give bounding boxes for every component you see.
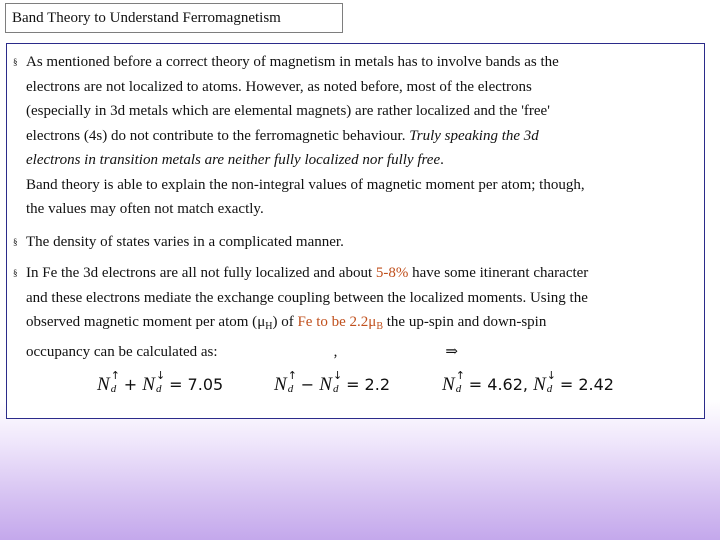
equation-difference: N ↑ d − N ↓ d = 2.2 (274, 369, 390, 395)
bullet-text-line (13, 148, 705, 173)
bullet-icon: § (13, 237, 18, 247)
slide-title: Band Theory to Understand Ferromagnetism (5, 3, 343, 33)
highlight-percent: 5-8% (375, 265, 409, 281)
bullet-text-line: occupancy can be calculated as: , ⇒ (26, 343, 458, 360)
bullet-text-line: the values may often not match exactly. (26, 201, 264, 217)
bullet-text-line: (especially in 3d metals which are elemental magnets) are rather localized and the 'free' (26, 103, 550, 119)
bullet-icon: § (13, 57, 18, 67)
bullet-band-theory (13, 50, 705, 222)
bullet-text-line: In Fe the 3d electrons are all not fully localized and about 5-8% have some itinerant character (26, 265, 589, 281)
comma: , (333, 343, 338, 360)
equation-result: N ↑ d = 4.62, N ↓ d = 2.42 (442, 369, 614, 395)
text-italic: Truly speaking the 3d (409, 127, 539, 144)
text-normal: electrons (4s) do not contribute to the ferromagnetic behaviour. (26, 127, 410, 144)
highlight-fe-moment: Fe to be $2.2\mu_B$ (297, 314, 384, 332)
bullet-text-line: electrons are not localized to atoms. However, as noted before, most of the electrons (26, 78, 532, 95)
bullet-fe-electrons (13, 261, 705, 364)
bullet-text-line: and these electrons mediate the exchange coupling between the localized moments. Using the (26, 289, 588, 306)
text-normal: . (440, 152, 444, 168)
bullet-text-line (13, 124, 705, 149)
bullet-text-line: As mentioned before a correct theory of magnetism in metals has to involve bands as the (26, 54, 559, 70)
content-panel (6, 43, 705, 419)
mu-symbol: μ (257, 314, 266, 330)
bullet-text-line: observed magnetic moment per atom $(\mu_H)$ of Fe to be $2.2\mu_B$ the up-spin and down-spin (26, 314, 547, 332)
bullet-density-of-states (13, 230, 705, 255)
text-italic: electrons in transition metals are neither fully localized nor fully free (26, 152, 441, 168)
implies-icon: ⇒ (445, 343, 458, 360)
bullet-icon: § (13, 268, 18, 278)
equation-sum: N ↑ d + N ↓ d = 7.05 (97, 369, 224, 395)
bullet-text-line: The density of states varies in a complicated manner. (26, 234, 344, 250)
bullet-text-line: Band theory is able to explain the non-integral values of magnetic moment per atom; though, (26, 176, 585, 193)
